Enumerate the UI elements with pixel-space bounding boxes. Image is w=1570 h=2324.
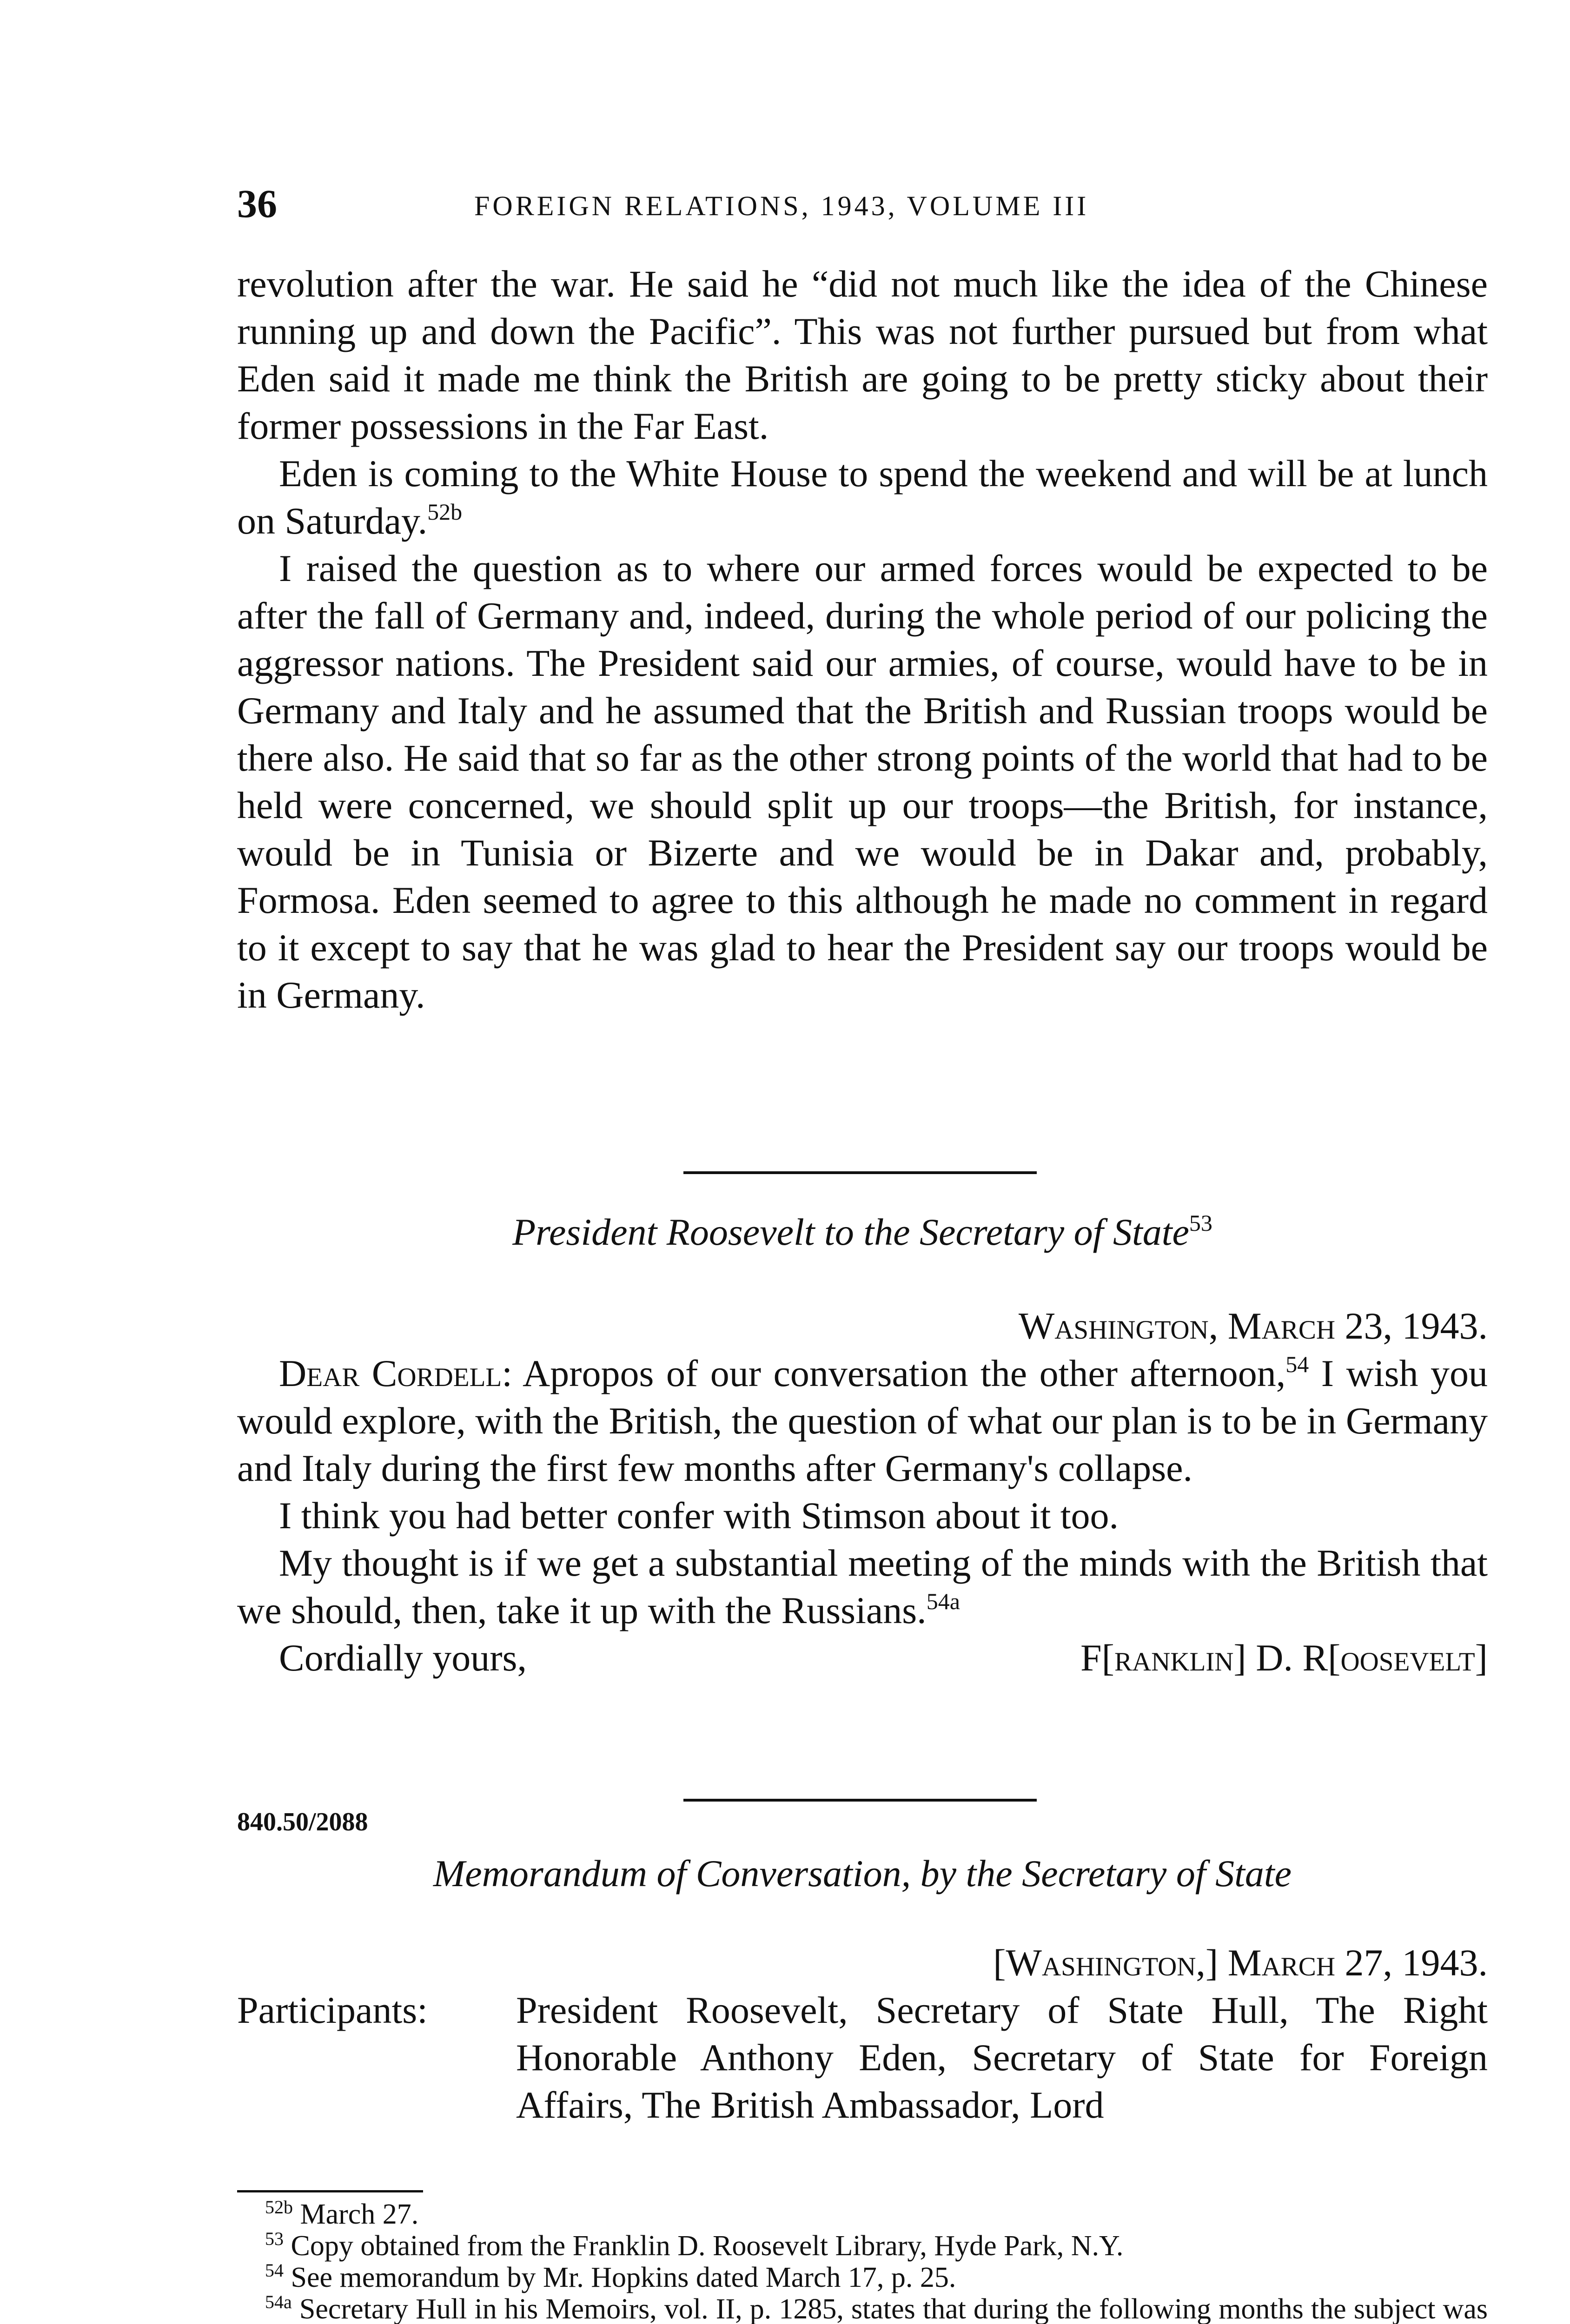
footnote-ref: 53 [1189,1210,1212,1236]
file-number: 840.50/2088 [237,1808,368,1836]
page-header [237,180,1488,231]
section-divider [683,1171,1037,1174]
signature: F[ranklin] D. R[oosevelt] [1080,1637,1488,1679]
letter-paragraph: I think you had better confer with Stimson about it too. [279,1494,1119,1537]
letter-title: President Roosevelt to the Secretary of State$^{53}$ [512,1210,1212,1253]
memo-section [237,1803,1488,2129]
memo-title: Memorandum of Conversation, by the Secretary of State [433,1852,1292,1895]
section-divider [683,1799,1037,1802]
participants-label: Participants: [237,1989,428,2031]
footnote-ref: 52b [427,499,463,525]
salutation: Dear Cordell: [279,1352,512,1394]
letter-closing-row [237,1634,1488,1682]
paragraph: I raised the question as to where our armed forces would be expected to be after the fall of Germany and, indeed, during the whole period of our policing the aggressor nations. The President said our armies, of course, would have to be in Germany and Italy and he assumed that the British and Russian troops would be there also. He said that so far as the other strong points of the world that had to be held were concerned, we should split up our troops—the British, for instance, would be in Tunisia or Bizerte and we would be in Dakar and, probably, Formosa. Eden seemed to agree to this although he made no comment in regard to it except to say that he was glad to hear the President say our troops would be in Germany. [237,547,1488,1016]
footnote: $^{54}$ See memorandum by Mr. Hopkins dated March 17, p. 25. [265,2260,956,2293]
footnotes [237,2199,1488,2324]
letter-paragraph: Dear Cordell: Apropos of our conversation the other afternoon,$^{54}$ I wish you would explore, with the British, the question of what our plan is to be in Germany and Italy during the first few months after Germany's collapse. [237,1351,1488,1489]
continued-memo [237,260,1488,1019]
memo-dateline: [Washington,] March 27, 1943. [993,1941,1488,1984]
footnote: $^{53}$ Copy obtained from the Franklin D. Roosevelt Library, Hyde Park, N.Y. [265,2228,1124,2262]
page-number: 36 [237,181,277,226]
letter-section [237,1208,1488,1682]
footnote: $^{54a}$ Secretary Hull in his Memoirs, vol. II, p. 1285, states that during the following months the subject was [265,2291,1488,2324]
letter-paragraph: My thought is if we get a substantial meeting of the minds with the British that we should, then, take it up with the Russians.$^{54a}$ [237,1542,1488,1631]
letter-dateline: Washington, March 23, 1943. [1018,1305,1488,1347]
paragraph: revolution after the war. He said he “did not much like the idea of the Chinese running up and down the Pacific”. This was not further pursued but from what Eden said it made me think the British are going to be pretty sticky about their former possessions in the Far East. [237,263,1488,447]
footnote-rule [237,2190,423,2192]
participants-list: President Roosevelt, Secretary of State Hull, The Right Honorable Anthony Eden, Secretary of State for Foreign Affairs, The British Ambassador, Lord [516,1989,1488,2126]
running-head: FOREIGN RELATIONS, 1943, VOLUME III [474,191,1089,221]
paragraph: Eden is coming to the White House to spend the weekend and will be at lunch on Saturday.$^{52b}$ [237,452,1488,542]
closing: Cordially yours, [279,1637,527,1679]
footnote: $^{52b}$ March 27. [265,2197,419,2230]
participants-row [237,1987,1488,2129]
footnote-ref: 54 [1285,1351,1309,1377]
footnote-ref: 54a [926,1588,960,1614]
